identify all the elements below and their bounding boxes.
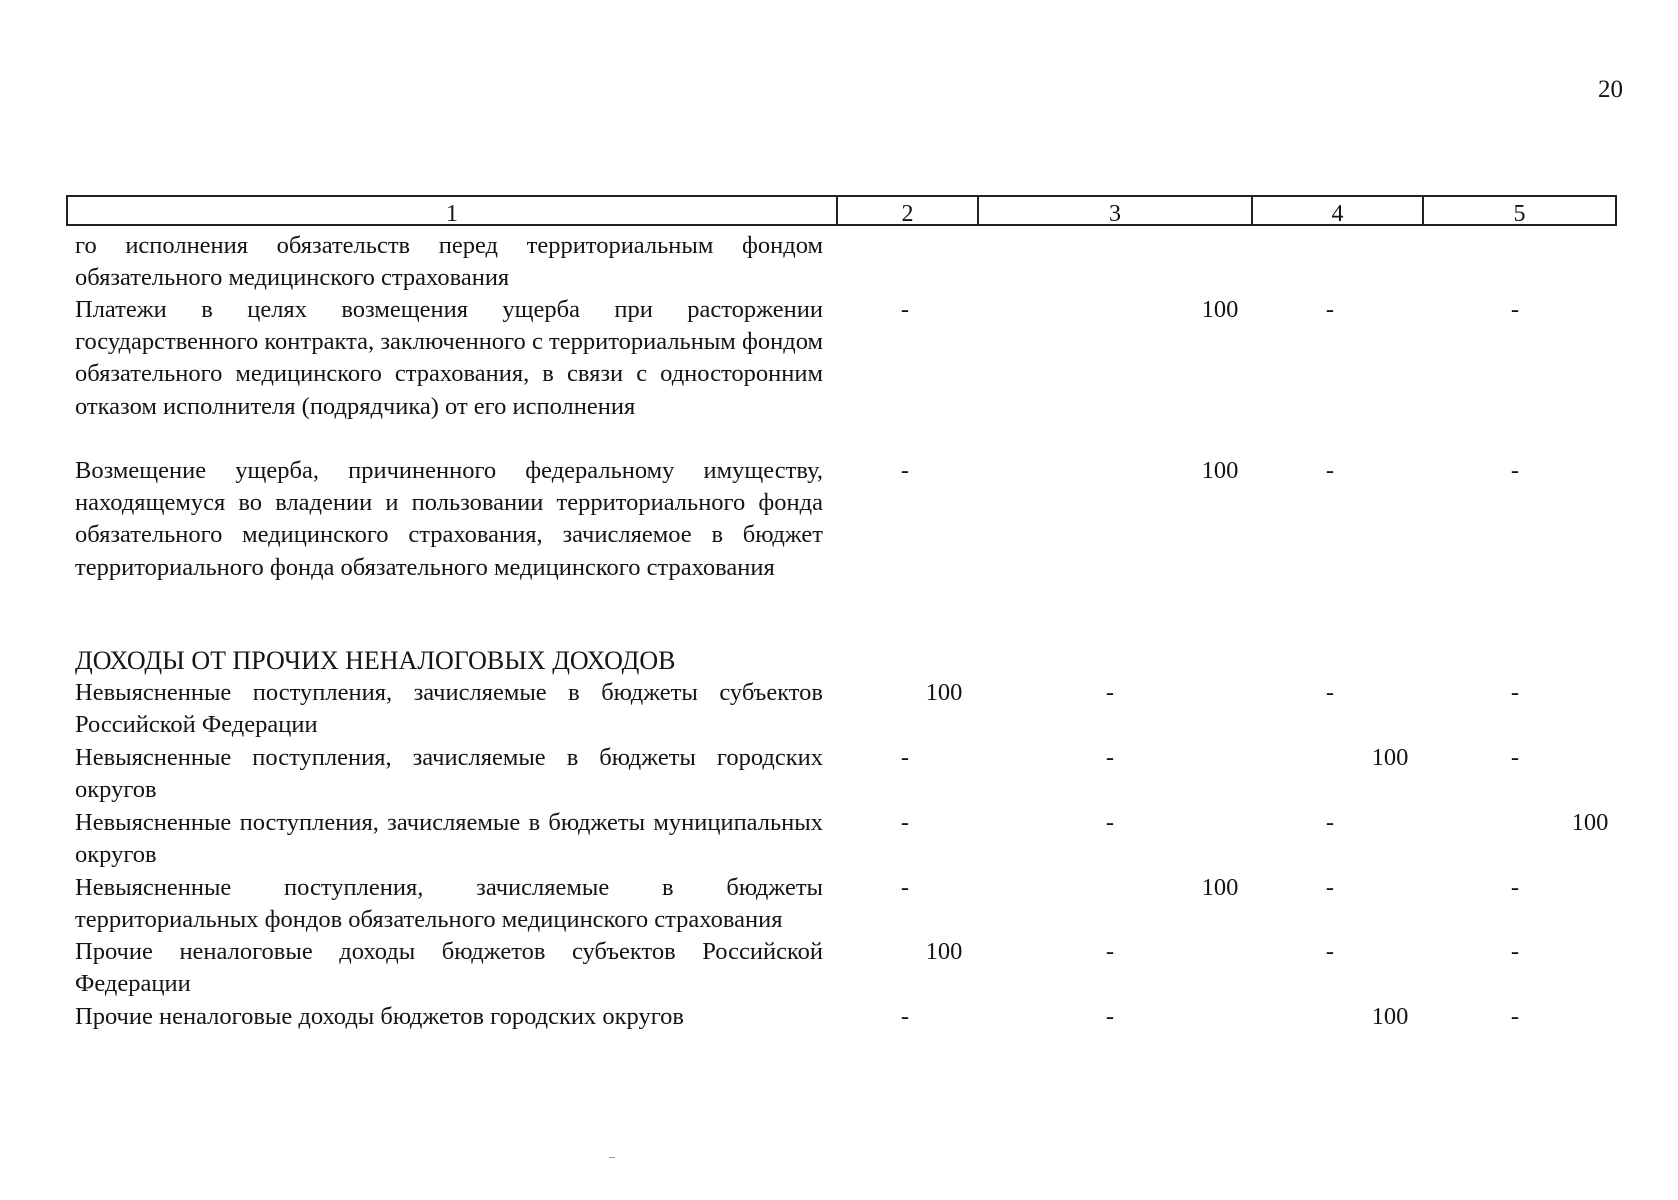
row-description: Платежи в целях возмещения ущерба при расторжении государственного контракта, заключенного с территориальным фондом обязательного медицинского страхования, в связи с односторонним отказом исполнителя (подрядчика) от его исполнения — [75, 296, 823, 420]
header-col-5: 5 — [1513, 201, 1526, 227]
cell-col-5: - — [1510, 457, 1520, 484]
cell-col-3: - — [1105, 679, 1115, 706]
cell-col-4: - — [1325, 296, 1335, 323]
table-header — [66, 195, 1617, 226]
cell-col-2: - — [900, 809, 910, 836]
header-col-1: 1 — [446, 201, 458, 227]
cell-col-4: - — [1325, 874, 1335, 901]
cell-col-3: 100 — [1201, 874, 1239, 901]
header-col-3: 3 — [1109, 201, 1121, 227]
cell-col-3: 100 — [1201, 457, 1239, 484]
cell-col-4: - — [1325, 679, 1335, 706]
cell-col-4: - — [1325, 938, 1335, 965]
cell-col-5: - — [1510, 938, 1520, 965]
cell-col-5: - — [1510, 679, 1520, 706]
section-heading: ДОХОДЫ ОТ ПРОЧИХ НЕНАЛОГОВЫХ ДОХОДОВ — [75, 646, 676, 675]
cell-col-4: - — [1325, 457, 1335, 484]
cell-col-5: - — [1510, 1003, 1520, 1030]
cell-col-2: - — [900, 296, 910, 323]
cell-col-5: - — [1510, 874, 1520, 901]
cell-col-3: - — [1105, 809, 1115, 836]
row-description: Невыясненные поступления, зачисляемые в бюджеты территориальных фондов обязательного медицинского страхования — [75, 874, 823, 934]
cell-col-4: - — [1325, 809, 1335, 836]
cell-col-3: 100 — [1201, 296, 1239, 323]
row-description: Прочие неналоговые доходы бюджетов субъектов Российской Федерации — [75, 938, 823, 998]
cell-col-3: - — [1105, 1003, 1115, 1030]
row-description: Невыясненные поступления, зачисляемые в бюджеты муниципальных округов — [75, 809, 823, 869]
header-col-2: 2 — [901, 201, 914, 227]
scan-artifact — [609, 1157, 615, 1158]
cell-col-2: 100 — [925, 938, 963, 965]
cell-col-5: 100 — [1571, 809, 1609, 836]
cell-col-3: - — [1105, 938, 1115, 965]
cell-col-2: - — [900, 874, 910, 901]
cell-col-5: - — [1510, 296, 1520, 323]
cell-col-3: - — [1105, 744, 1115, 771]
cell-col-4: 100 — [1371, 744, 1409, 771]
row-description: го исполнения обязательств перед территориальным фондом обязательного медицинского страхования — [75, 232, 823, 292]
row-description: Прочие неналоговые доходы бюджетов городских округов — [75, 1003, 684, 1030]
cell-col-4: 100 — [1371, 1003, 1409, 1030]
row-description: Невыясненные поступления, зачисляемые в бюджеты городских округов — [75, 744, 823, 804]
cell-col-2: 100 — [925, 679, 963, 706]
cell-col-2: - — [900, 457, 910, 484]
header-col-4: 4 — [1331, 201, 1344, 227]
cell-col-5: - — [1510, 744, 1520, 771]
cell-col-2: - — [900, 1003, 910, 1030]
row-description: Невыясненные поступления, зачисляемые в бюджеты субъектов Российской Федерации — [75, 679, 823, 739]
cell-col-2: - — [900, 744, 910, 771]
page-number: 20 — [1598, 76, 1623, 103]
row-description: Возмещение ущерба, причиненного федеральному имуществу, находящемуся во владении и пользовании территориального фонда обязательного медицинского страхования, зачисляемое в бюджет территориального фонда обязательного медицинского страхования — [75, 457, 823, 581]
